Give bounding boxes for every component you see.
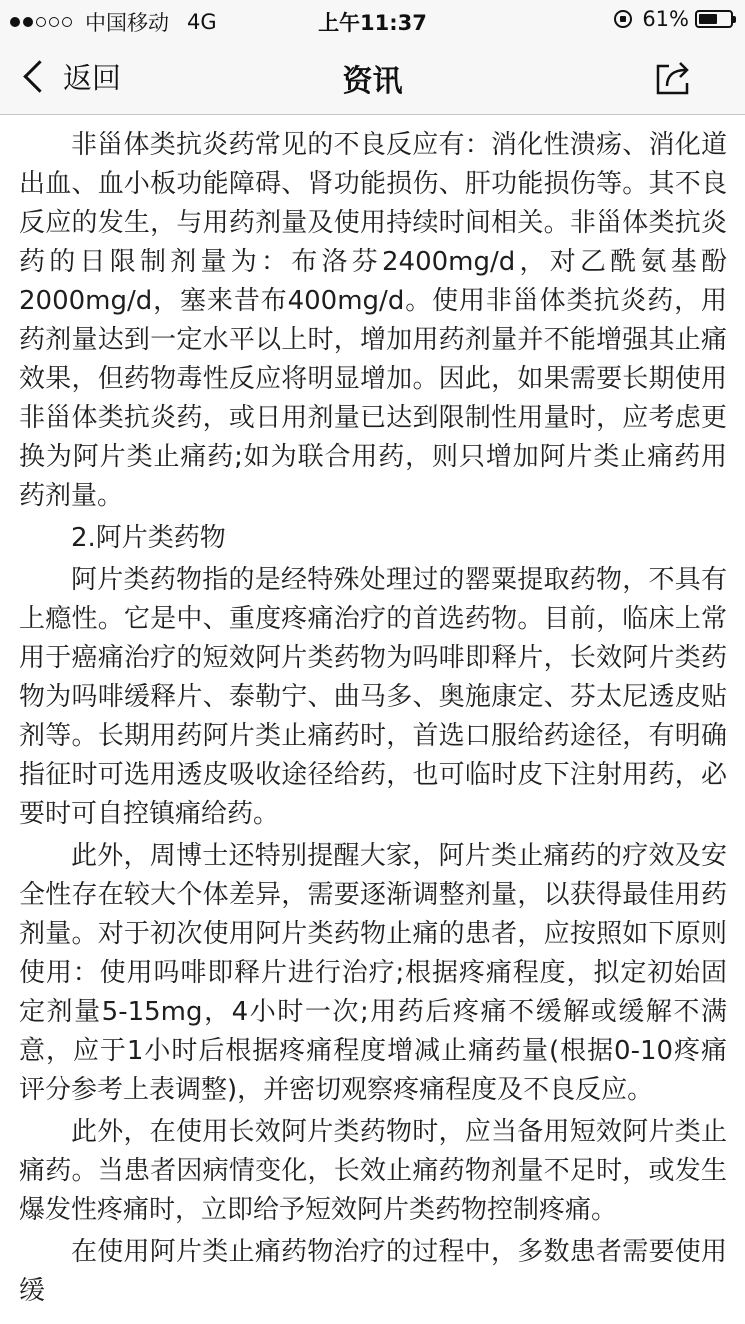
page-title: 资讯	[342, 64, 403, 99]
article-subheading: 2.阿片类药物	[71, 523, 226, 553]
network-type: 4G	[187, 10, 217, 34]
article-paragraph: 在使用阿片类止痛药物治疗的过程中，多数患者需要使用缓	[19, 1237, 727, 1306]
share-icon	[653, 58, 693, 98]
article-paragraph: 非甾体类抗炎药常见的不良反应有：消化性溃疡、消化道出血、血小板功能障碍、肾功能损伤、肝功能损伤等。其不良反应的发生，与用药剂量及使用持续时间相关。非甾体类抗炎药的日限制剂量为：布洛芬2400mg/d，对乙酰氨基酚2000mg/d，塞来昔布400mg/d。使用非甾体类抗炎药，用药剂量达到一定水平以上时，增加用药剂量并不能增强其止痛效果，但药物毒性反应将明显增加。因此，如果需要长期使用非甾体类抗炎药，或日用剂量已达到限制性用量时，应考虑更换为阿片类止痛药;如为联合用药，则只增加阿片类止痛药用药剂量。	[19, 130, 727, 511]
battery-level	[699, 14, 717, 24]
share-button[interactable]	[653, 58, 693, 98]
battery-percent: 61%	[642, 7, 689, 31]
status-time: 上午11:37	[318, 11, 427, 35]
article-paragraph: 此外，周博士还特别提醒大家，阿片类止痛药的疗效及安全性存在较大个体差异，需要逐渐调整剂量，以获得最佳用药剂量。对于初次使用阿片类药物止痛的患者，应按照如下原则使用：使用吗啡即释片进行治疗;根据疼痛程度，拟定初始固定剂量5-15mg，4小时一次;用药后疼痛不缓解或缓解不满意，应于1小时后根据疼痛程度增减止痛药量(根据0-10疼痛评分参考上表调整)，并密切观察疼痛程度及不良反应。	[19, 841, 727, 1105]
status-bar	[0, 0, 745, 38]
carrier-name: 中国移动	[85, 11, 169, 35]
rotation-lock-icon	[614, 10, 632, 28]
battery-icon	[695, 10, 733, 28]
back-label: 返回	[63, 61, 122, 95]
article-paragraph: 阿片类药物指的是经特殊处理过的罂粟提取药物，不具有上瘾性。它是中、重度疼痛治疗的首选药物。目前，临床上常用于癌痛治疗的短效阿片类药物为吗啡即释片，长效阿片类药物为吗啡缓释片、泰勒宁、曲马多、奥施康定、芬太尼透皮贴剂等。长期用药阿片类止痛药时，首选口服给药途径，有明确指征时可选用透皮吸收途径给药，也可临时皮下注射用药，必要时可自控镇痛给药。	[19, 565, 727, 829]
article-body	[19, 126, 727, 1311]
article-paragraph: 此外，在使用长效阿片类药物时，应当备用短效阿片类止痛药。当患者因病情变化，长效止痛药物剂量不足时，或发生爆发性疼痛时，立即给予短效阿片类药物控制疼痛。	[19, 1117, 727, 1225]
status-right	[614, 7, 733, 31]
navigation-bar	[0, 38, 745, 115]
